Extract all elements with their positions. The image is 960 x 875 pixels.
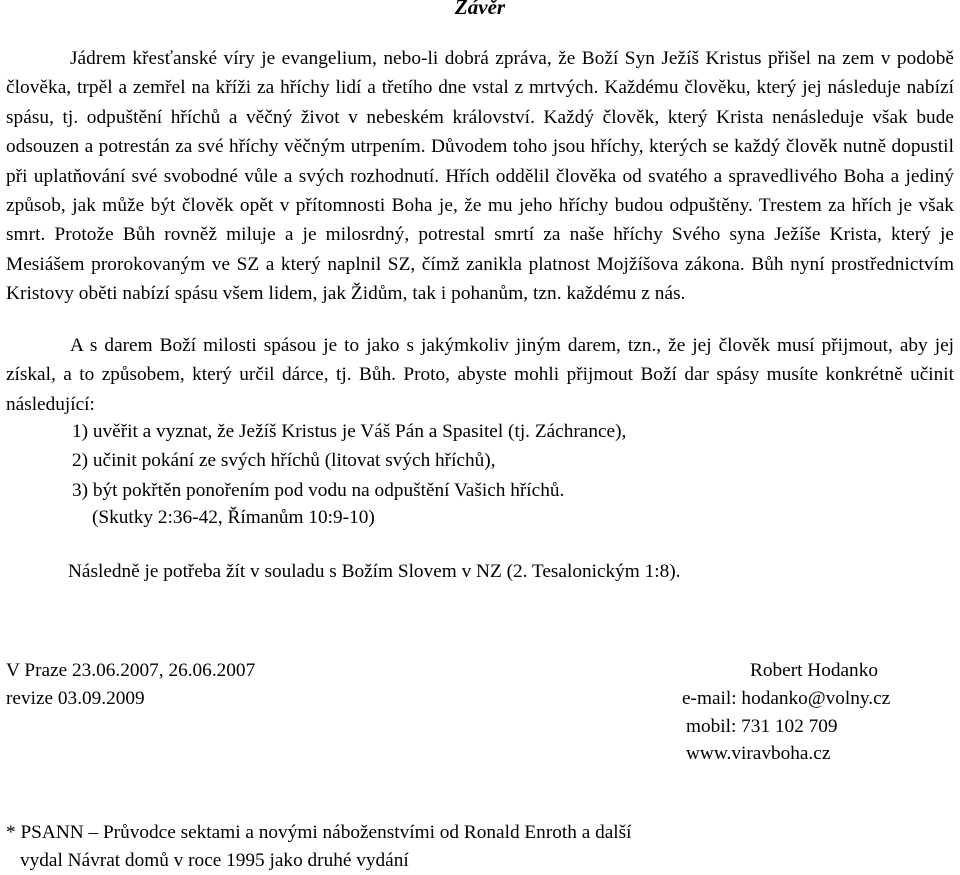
closing-sentence: Následně je potřeba žít v souladu s Božím Slovem v NZ (2. Tesalonickým 1:8). [68, 561, 681, 583]
document-title: Závěr [454, 0, 506, 19]
scripture-reference: (Skutky 2:36-42, Římanům 10:9-10) [92, 507, 375, 528]
footnote-line-2: vydal Návrat domů v roce 1995 jako druhé vydání [20, 850, 409, 871]
place-date: V Praze 23.06.2007, 26.06.2007 [6, 660, 256, 681]
steps-list [72, 417, 626, 505]
step-item: 1) uvěřit a vyznat, že Ježíš Kristus je Váš Pán a Spasitel (tj. Záchrance), [72, 421, 627, 442]
author-website: www.viravboha.cz [686, 743, 831, 764]
conclusion-paragraph: Jádrem křesťanské víry je evangelium, nebo-li dobrá zpráva, že Boží Syn Ježíš Kristus přišel na zem v podobě člověka, trpěl a zemřel na kříži za hříchy lidí a třetího dne vstal z mrtvých. Každému člověku, který jej následuje nabízí spásu, tj. odpuštění hříchů a věčný život v nebeském království. Každý člověk, který Krista nenásleduje však bude odsouzen a potrestán za své hříchy věčným utrpením. Důvodem toho jsou hříchy, kterých se každý člověk nutně dopustil při uplatňování své svobodné vůle a svých rozhodnutí. Hřích oddělil člověka od svatého a spravedlivého Boha a jediný způsob, jak může být člověk opět v přítomnosti Boha je, že mu jeho hříchy budou odpuštěny. Trestem za hřích je však smrt. Protože Bůh rovněž miluje a je milosrdný, potrestal smrtí za naše hříchy Svého syna Ježíše Krista, který je Mesiášem prorokovaným ve SZ a který naplnil SZ, čímž zanikla platnost Mojžíšova zákona. Bůh nyní prostřednictvím Kristovy oběti nabízí spásu všem lidem, jak Židům, tak i pohanům, tzn. každému z nás. [6, 48, 954, 305]
footnote-line-1: * PSANN – Průvodce sektami a novými náboženstvími od Ronald Enroth a další [6, 822, 632, 843]
revision-date: revize 03.09.2009 [6, 688, 145, 709]
step-item: 3) být pokřtěn ponořením pod vodu na odpuštění Vašich hříchů. [72, 479, 565, 501]
author-name: Robert Hodanko [750, 660, 878, 681]
step-item: 2) učinit pokání ze svých hříchů (litovat svých hříchů), [72, 450, 496, 472]
author-mobile: mobil: 731 102 709 [686, 716, 838, 737]
author-email: e-mail: hodanko@volny.cz [682, 688, 891, 709]
gift-paragraph: A s darem Boží milosti spásou je to jako s jakýmkoliv jiným darem, tzn., že jej člověk musí přijmout, aby jej získal, a to způsobem, který určil dárce, tj. Bůh. Proto, abyste mohli přijmout Boží dar spásy musíte konkrétně učinit následující: [6, 335, 954, 415]
